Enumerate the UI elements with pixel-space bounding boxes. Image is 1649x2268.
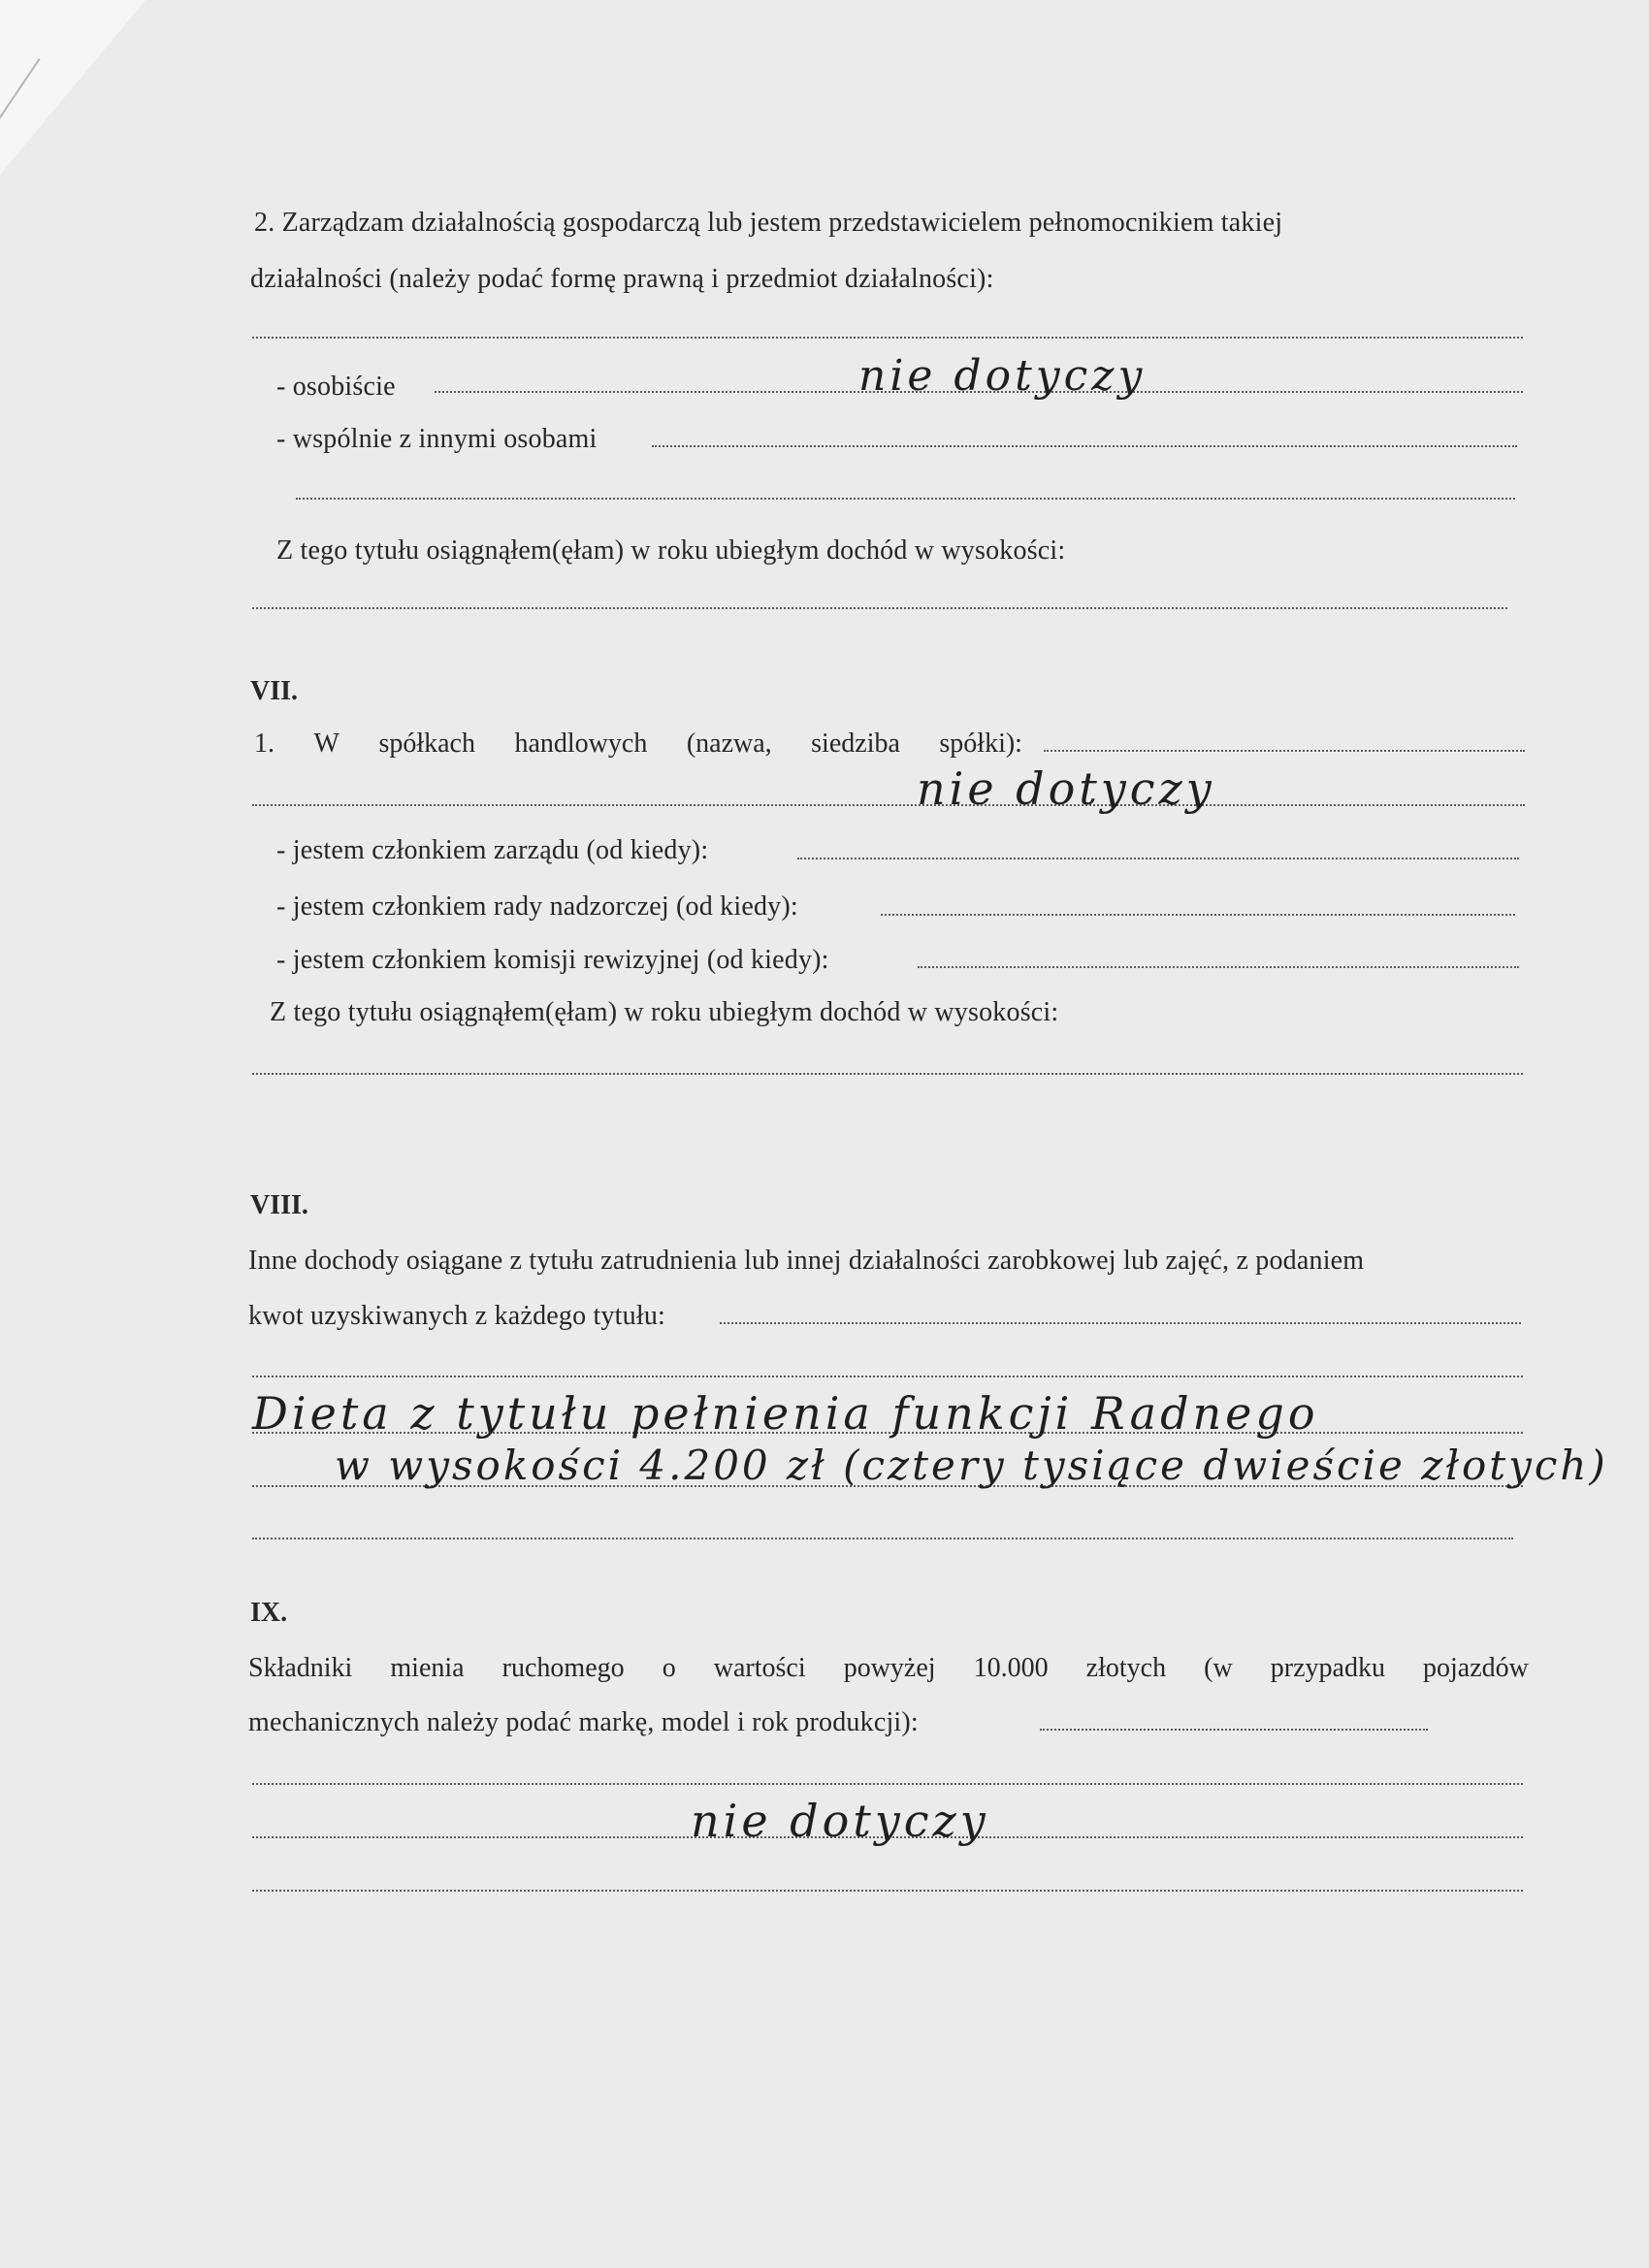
dotted-line — [1044, 750, 1525, 752]
sec7-word: W — [313, 729, 340, 759]
dotted-line — [1040, 1729, 1428, 1731]
dotted-line — [720, 1322, 1521, 1324]
sec8-line2: kwot uzyskiwanych z każdego tytułu: — [248, 1301, 666, 1331]
sec6-dochod-label: Z tego tytułu osiągnąłem(ęłam) w roku ubiegłym dochód w wysokości: — [276, 535, 1066, 566]
sec9-word: złotych — [1085, 1653, 1167, 1683]
section-heading-viii: VIII. — [250, 1190, 308, 1220]
handwritten-nie-dotyczy: nie dotyczy — [917, 762, 1215, 815]
section-heading-vii: VII. — [250, 676, 299, 706]
sec6-line2: działalności (należy podać formę prawną i przedmiot działalności): — [250, 264, 994, 294]
sec9-word: (w — [1204, 1653, 1233, 1683]
sec6-line1: 2. Zarządzam działalnością gospodarczą lub jestem przedstawicielem pełnomocnikiem takiej — [254, 208, 1283, 238]
dochod-dotted-line — [252, 607, 1507, 609]
sec9-line1 — [248, 1652, 1529, 1685]
dotted-line — [918, 966, 1519, 968]
dotted-line — [252, 1890, 1523, 1892]
sec9-word: o — [662, 1653, 676, 1683]
section-heading-ix: IX. — [250, 1598, 288, 1628]
rada-label: - jestem członkiem rady nadzorczej (od kiedy): — [276, 891, 798, 922]
osobiscie-label: - osobiście — [276, 372, 396, 402]
sec9-word: powyżej — [843, 1653, 936, 1683]
komisja-label: - jestem członkiem komisji rewizyjnej (od kiedy): — [276, 945, 829, 975]
sec8-line1: Inne dochody osiągane z tytułu zatrudnienia lub innej działalności zarobkowej lub zajęć, z podaniem — [248, 1246, 1365, 1276]
sec7-word: spółki): — [939, 729, 1022, 759]
sec7-word: spółkach — [378, 729, 475, 759]
dotted-line — [252, 1538, 1513, 1539]
dotted-line — [881, 914, 1515, 916]
dotted-line — [252, 1376, 1523, 1377]
sec7-word: 1. — [254, 729, 275, 759]
handwritten-nie-dotyczy: nie dotyczy — [858, 351, 1147, 401]
folded-corner — [0, 0, 146, 175]
dotted-line — [252, 337, 1523, 339]
sec7-word: handlowych — [514, 729, 648, 759]
handwritten-nie-dotyczy: nie dotyczy — [691, 1795, 989, 1847]
zarzad-label: - jestem członkiem zarządu (od kiedy): — [276, 835, 709, 865]
dotted-line — [296, 498, 1515, 500]
sec9-word: przypadku — [1270, 1653, 1385, 1683]
sec9-word: wartości — [713, 1653, 806, 1683]
dotted-line — [252, 1073, 1523, 1075]
sec9-word: 10.000 — [973, 1653, 1049, 1683]
wspolnie-dotted-line — [652, 445, 1517, 447]
sec9-word: mienia — [390, 1653, 465, 1683]
dotted-line — [252, 1783, 1523, 1785]
dotted-line — [252, 804, 1525, 806]
sec7-dochod-label: Z tego tytułu osiągnąłem(ęłam) w roku ubiegłym dochód w wysokości: — [270, 997, 1059, 1027]
sec7-word: siedziba — [811, 729, 900, 759]
sec9-word: pojazdów — [1423, 1653, 1529, 1683]
handwritten-income-line-2: w wysokości 4.200 zł (cztery tysiące dwieście złotych) — [335, 1442, 1608, 1489]
sec9-line2: mechanicznych należy podać markę, model i rok produkcji): — [248, 1707, 919, 1737]
handwritten-income-line-1: Dieta z tytułu pełnienia funkcji Radnego — [252, 1387, 1319, 1440]
sec9-word: ruchomego — [501, 1653, 625, 1683]
sec9-word: Składniki — [248, 1653, 353, 1683]
sec7-word: (nazwa, — [686, 729, 772, 759]
sec7-line1 — [254, 728, 1022, 761]
dotted-line — [797, 858, 1519, 859]
wspolnie-label: - wspólnie z innymi osobami — [276, 424, 598, 454]
